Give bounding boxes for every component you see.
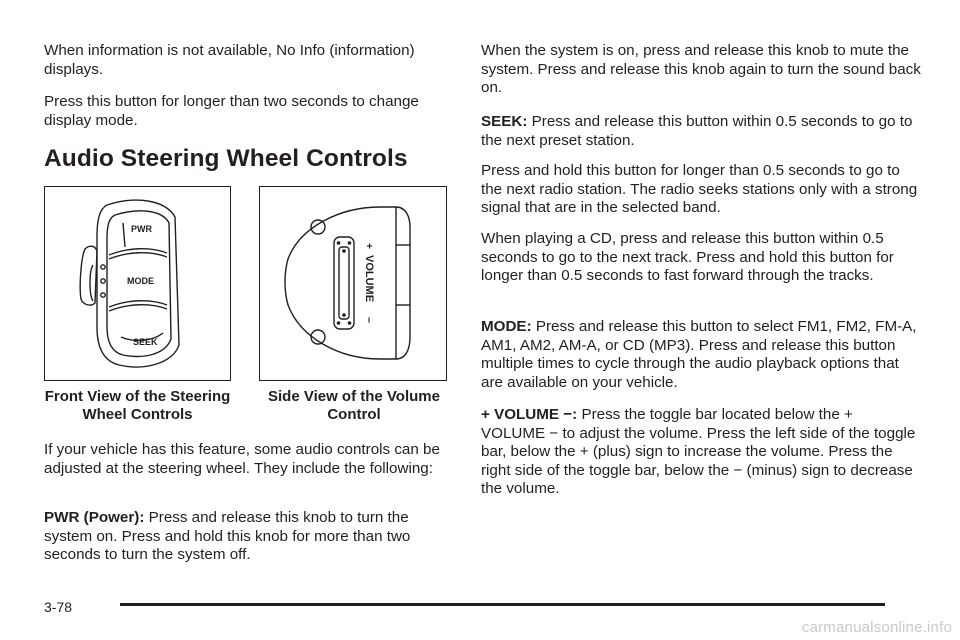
mode-term: MODE:	[481, 318, 532, 335]
pwr-term: PWR (Power):	[44, 509, 145, 526]
mute-paragraph: When the system is on, press and release this knob to mute the system. Press and release this knob again to turn the sound back on.	[481, 42, 921, 97]
volume-paragraph	[481, 406, 921, 499]
mode-label: MODE	[127, 276, 154, 286]
pwr-label: PWR	[131, 224, 152, 234]
volume-plus-label: +	[363, 243, 374, 249]
display-mode-paragraph: Press this button for longer than two seconds to change display mode.	[44, 93, 419, 129]
side-view-figure	[259, 186, 447, 381]
side-view-caption: Side View of the Volume Control	[268, 388, 440, 423]
mode-paragraph	[481, 318, 921, 392]
seek-label: SEEK	[133, 337, 158, 347]
section-heading: Audio Steering Wheel Controls	[44, 145, 408, 172]
page-number: 3-78	[44, 599, 73, 615]
cd-paragraph: When playing a CD, press and release this button within 0.5 seconds to go to the next track. Press and hold this button for longer than 0.5 seconds to fast forward through the tracks.	[481, 230, 894, 285]
volume-description: Press the toggle bar located below the + VOLUME − to adjust the volume. Press the left side of the toggle bar, below the + (plus) sign to increase the volume. Press the right side of the toggle bar, below the − (minus) sign to decrease the volume.	[481, 406, 916, 498]
seek-paragraph	[481, 113, 921, 150]
front-view-caption: Front View of the Steering Wheel Controls	[44, 388, 231, 423]
seek-hold-paragraph: Press and hold this button for longer than 0.5 seconds to go to the next radio station. The radio seeks stations only with a strong signal that are in the selected band.	[481, 162, 918, 217]
volume-control-illustration	[260, 187, 445, 379]
watermark: carmanualsonline.info	[801, 619, 952, 636]
steering-wheel-controls-illustration	[45, 187, 229, 379]
mode-description: Press and release this button to select FM1, FM2, FM-A, AM1, AM2, AM-A, or CD (MP3). Press and release this button multiple times to cycle through the audio playback options that are available on your vehicle.	[481, 318, 917, 391]
volume-label: VOLUME	[363, 255, 375, 303]
info-paragraph: When information is not available, No Info (information) displays.	[44, 42, 415, 78]
seek-term: SEEK:	[481, 113, 528, 130]
volume-term: + VOLUME −:	[481, 406, 578, 423]
pwr-description: Press and release this knob to turn the system on. Press and hold this knob for more than two seconds to turn the system off.	[44, 509, 411, 564]
volume-minus-label: –	[363, 317, 375, 324]
pwr-paragraph	[44, 509, 454, 565]
seek-description: Press and release this button within 0.5 seconds to go to the next preset station.	[481, 113, 913, 149]
front-view-figure	[44, 186, 231, 381]
footer-rule	[120, 603, 885, 606]
intro-paragraph: If your vehicle has this feature, some audio controls can be adjusted at the steering wheel. They include the following:	[44, 441, 440, 477]
